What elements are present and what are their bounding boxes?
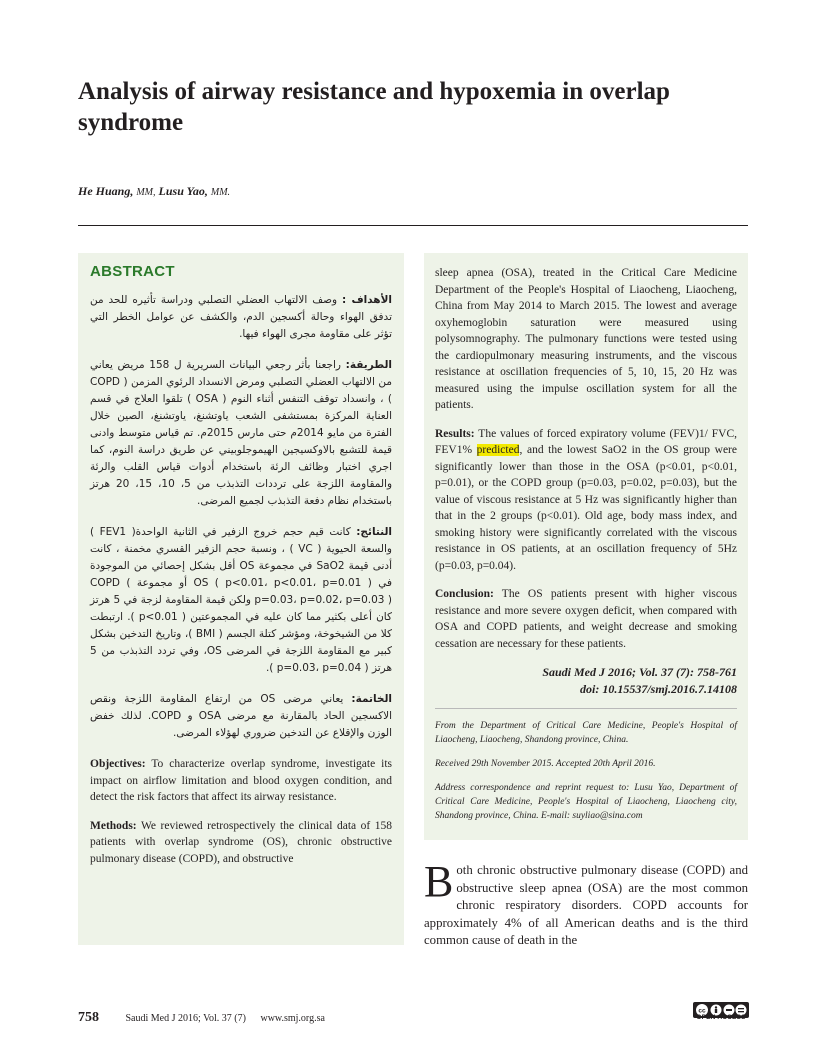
correspondence: Address correspondence and reprint request to: Lusu Yao, Department of Critical Care Medicine, People's Hospital of Liaocheng, Liaocheng city, Shandong province, China. E-mail: suyliao@sina.com bbox=[435, 783, 737, 821]
page-number: 758 bbox=[78, 1010, 99, 1025]
citation-divider bbox=[435, 708, 737, 709]
conclusion-paragraph bbox=[435, 586, 737, 652]
abstract-right-panel bbox=[424, 253, 748, 840]
arabic-text: يعاني مرضى OS من ارتفاع المقاومة اللزجة ونقص الاكسجين الحاد بالمقارنة مع مرضى OSA و COPD. لذلك خفض الوزن والإقلاع عن التدخين ضروري لهؤلاء المرضى. bbox=[90, 693, 392, 739]
results-text: The values of forced expiratory volume (FEV)1/ FVC, FEV1% bbox=[435, 427, 737, 456]
author-name: Lusu Yao, bbox=[158, 184, 208, 198]
conclusion-label: Conclusion: bbox=[435, 588, 494, 600]
arabic-label: الطريقة: bbox=[345, 359, 392, 371]
objectives-text: To characterize overlap syndrome, investigate its impact on airflow limitation and blood oxygen condition, and detect the risk factors that affect its airway resistance. bbox=[90, 758, 392, 803]
arabic-label: الأهداف : bbox=[342, 294, 392, 306]
arabic-text: وصف الالتهاب العضلي التصلبي ودراسة تأثيره للحد من تدفق الهواء وحالة أكسجين الدم، والكشف عن عوامل الخطر التي تؤثر على مقاومة مجرى الهواء فيها. bbox=[90, 294, 392, 340]
results-text: , and the lowest SaO2 in the OS group were significantly lower than those in the OSA (p<0.01, p<0.01, p=0.01), or the COPD group (p=0.03, p=0.02, p=0.03), but the value of viscous resistance at 5 Hz was significantly higher than that in the 2 groups (p<0.01). Old age, body mass index, and smoking history were significantly correlated with the viscous resistance in OS patients, at an oscillation frequency of 5Hz (p=0.03, p=0.04). bbox=[435, 444, 737, 572]
methods-paragraph bbox=[90, 818, 392, 868]
author-degree: MM, bbox=[136, 187, 156, 198]
arabic-label: الخاتمة: bbox=[351, 693, 392, 705]
abstract-left-panel bbox=[78, 253, 404, 945]
abstract-heading: ABSTRACT bbox=[90, 263, 175, 280]
conclusion-text: The OS patients present with higher viscous resistance and more severe oxygen deficit, when compared with OSA and COPD patients, and weight decrease and smoking cessation are necessary for these patients. bbox=[435, 588, 737, 650]
methods-label: Methods: bbox=[90, 819, 137, 832]
open-access-label: OPEN ACCESS bbox=[696, 1014, 746, 1021]
author-list bbox=[78, 184, 230, 199]
drop-cap: B bbox=[424, 857, 454, 906]
objectives-paragraph bbox=[90, 756, 392, 806]
highlighted-word[interactable]: predicted bbox=[476, 444, 520, 456]
arabic-label: النتائج: bbox=[356, 526, 392, 538]
arabic-conclusion bbox=[90, 691, 392, 742]
article-title: Analysis of airway resistance and hypoxemia in overlap syndrome bbox=[78, 78, 670, 136]
citation bbox=[435, 664, 737, 698]
arabic-methods bbox=[90, 357, 392, 510]
arabic-text: راجعنا بأثر رجعي البيانات السريرية ل 158 مريض يعاني من الالتهاب العضلي التصلبي ومرض الانسداد الرئوي المزمن ( COPD ) ، وانسداد توقف التنفس أثناء النوم ( OSA ) تلقوا العلاج في قسم العناية المركزة بمستشفى الشعب ياوتشنغ، ياوتشنغ، الصين خلال الفترة من مايو 2014م حتى مارس 2015م. تم قياس متوسط وادنى قيمة للتشبع بالاوكسيجين الهيموجلوبيني عن طريق دراسة النوم، كما اجري اختبار وظائف الرئة باستخدام أدوات قياس القلب والرئة والمقاومة اللزجة على ترددات التذبذب من 5، 10، 15، 20 هرتز باستخدام نظام دفعة التذبذب لجميع المرضى. bbox=[90, 359, 393, 507]
footer-url[interactable]: www.smj.org.sa bbox=[260, 1013, 325, 1024]
citation-journal: Saudi Med J 2016; Vol. 37 (7): 758-761 bbox=[542, 665, 737, 679]
arabic-results bbox=[90, 524, 392, 677]
methods-continued: sleep apnea (OSA), treated in the Critical Care Medicine Department of the People's Hospital of Liaocheng, Liaocheng, China from May 2014 to March 2015. The lowest and average oxyhemoglobin saturation were measured using polysomnography. The pulmonary functions were tested using the cardiopulmonary measuring instruments, and the viscous resistance at oscillation frequencies of 5, 10, 15, 20 Hz was measured using the impulse oscillation system for all the patients. bbox=[435, 267, 737, 411]
results-label: Results: bbox=[435, 427, 475, 440]
arabic-text: كانت قيم حجم خروج الزفير في الثانية الواحدة( FEV1 ) والسعة الحيوية ( VC ) ، ونسبة حجم الزفير القسري مخمنة ، كانت أدنى قيمة SaO2 في مجموعة OS أقل بشكل إحصائي من الموجودة في OS ( p<0.01، p<0.01، p=0.01 ) أو مجموعة COPD ( p=0.03، p=0.02، p=0.03 ) ولكن قيمة المقاومة لزجة في 5 هرتز كان أعلى بكثير مما كان عليه في المجموعتين ( p<0.01 ). ارتبطت كلا من الشيخوخة، ومؤشر كتلة الجسم ( BMI )، وتاريخ التدخين بشكل كبير مع المقاومة اللزجة في المرضى OS، وفي تردد التذبذب من 5 هرتز ( p=0.03، p=0.04 ). bbox=[90, 526, 393, 674]
author-name: He Huang, bbox=[78, 184, 134, 198]
methods-text: We reviewed retrospectively the clinical data of 158 patients with overlap syndrome (OS), chronic obstructive pulmonary disease (COPD), and obstructive bbox=[90, 819, 392, 865]
author-degree: MM. bbox=[210, 187, 231, 198]
svg-text:cc: cc bbox=[698, 1007, 706, 1015]
body-paragraph bbox=[424, 857, 748, 950]
footer-journal: Saudi Med J 2016; Vol. 37 (7) bbox=[125, 1013, 246, 1024]
results-paragraph bbox=[435, 426, 737, 575]
citation-doi[interactable]: doi: 10.15537/smj.2016.7.14108 bbox=[579, 682, 737, 696]
title-divider bbox=[78, 225, 748, 226]
arabic-objectives bbox=[90, 292, 392, 343]
body-text: oth chronic obstructive pulmonary disease (COPD) and obstructive sleep apnea (OSA) are the most common chronic respiratory disorders. COPD accounts for approximately 4% of all American deaths and is the third common cause of death in the bbox=[424, 863, 748, 947]
page-footer bbox=[78, 1010, 325, 1026]
received-dates: Received 29th November 2015. Accepted 20th April 2016. bbox=[435, 759, 656, 769]
affiliation: From the Department of Critical Care Medicine, People's Hospital of Liaocheng, Liaocheng, Shandong province, China. bbox=[435, 721, 737, 745]
objectives-label: Objectives: bbox=[90, 758, 146, 770]
